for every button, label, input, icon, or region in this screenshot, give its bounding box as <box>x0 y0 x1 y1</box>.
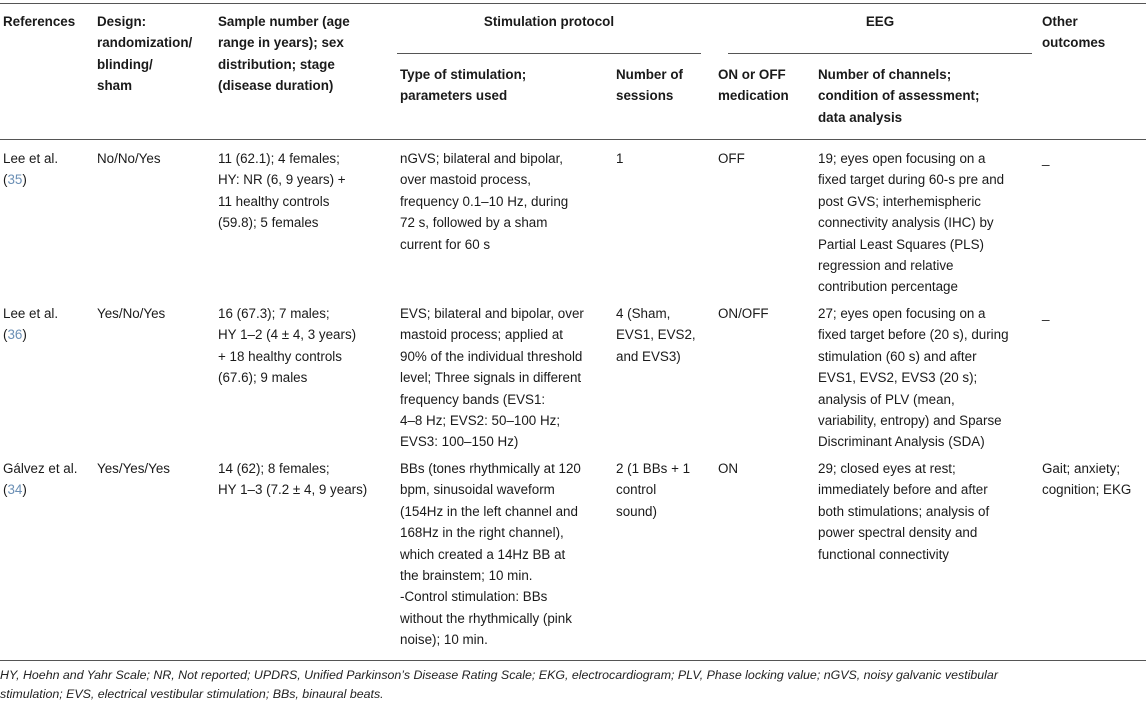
citation-link[interactable]: 34 <box>7 482 23 498</box>
table-row-2-reference: Lee et al. (36) <box>3 306 59 343</box>
header-sample: Sample number (age range in years); sex distribution; stage (disease duration) <box>218 14 350 94</box>
top-rule <box>0 3 1146 4</box>
table-row-2-sample: 16 (67.3); 7 males; HY 1–2 (4 ± 4, 3 years) + 18 healthy controls (67.6); 9 males <box>218 306 357 386</box>
citation-link[interactable]: 36 <box>7 327 23 343</box>
table-row-2-stim-type: EVS; bilateral and bipolar, over mastoid process; applied at 90% of the individual threshold level; Three signals in different frequency bands (EVS1: 4–8 Hz; EVS2: 50–100 Hz; EVS3: 100–150 Hz) <box>400 306 584 450</box>
header-design: Design: randomization/ blinding/ sham <box>97 14 193 94</box>
table-row-1-reference: Lee et al. (35) <box>3 151 59 188</box>
header-stim-type: Type of stimulation; parameters used <box>400 67 527 104</box>
header-rule <box>0 139 1146 140</box>
table-row-1-sessions: 1 <box>616 151 624 166</box>
stimulation-group-rule <box>397 53 701 54</box>
table-row-3-sessions: 2 (1 BBs + 1 control sound) <box>616 461 691 519</box>
table-row-3-eeg: 29; closed eyes at rest; immediately before and after both stimulations; analysis of power spectral density and functional connectivity <box>818 461 990 562</box>
citation-link[interactable]: 35 <box>7 172 23 188</box>
table-row-3-design: Yes/Yes/Yes <box>97 461 170 476</box>
table-row-1-medication: OFF <box>718 151 745 166</box>
table-row-3-sample: 14 (62); 8 females; HY 1–3 (7.2 ± 4, 9 years) <box>218 461 368 498</box>
table-row-2-other: _ <box>1042 306 1050 321</box>
table-row-1-other: _ <box>1042 151 1050 166</box>
table-row-1-stim-type: nGVS; bilateral and bipolar, over mastoid process, frequency 0.1–10 Hz, during 72 s, followed by a sham current for 60 s <box>400 151 569 252</box>
header-references: References <box>3 14 76 29</box>
table-row-3-reference: Gálvez et al. (34) <box>3 461 78 498</box>
header-eeg-channels: Number of channels; condition of assessment; data analysis <box>818 67 980 125</box>
header-sessions: Number of sessions <box>616 67 683 104</box>
table-row-2-sessions: 4 (Sham, EVS1, EVS2, and EVS3) <box>616 306 696 364</box>
table-footnote: HY, Hoehn and Yahr Scale; NR, Not reported; UPDRS, Unified Parkinson’s Disease Rating Scale; EKG, electrocardiogram; PLV, Phase locking value; nGVS, noisy galvanic vestibular stimulation; EVS, electrical vestibular stimulation; BBs, binaural beats. <box>0 668 998 701</box>
header-stimulation-protocol: Stimulation protocol <box>483 14 615 29</box>
table-row-1-design: No/No/Yes <box>97 151 161 166</box>
table-row-1-eeg: 19; eyes open focusing on a fixed target during 60-s pre and post GVS; interhemispheric connectivity analysis (IHC) by Partial Least Squares (PLS) regression and relative contribution percentage <box>818 151 1005 295</box>
eeg-group-rule <box>728 53 1032 54</box>
table-row-2-eeg: 27; eyes open focusing on a fixed target before (20 s), during stimulation (60 s) and after EVS1, EVS2, EVS3 (20 s); analysis of PLV (mean, variability, entropy) and Sparse Discriminant Analysis (SDA) <box>818 306 1009 450</box>
header-other-outcomes: Other outcomes <box>1042 14 1106 51</box>
table-row-2-medication: ON/OFF <box>718 306 769 321</box>
table-row-3-stim-type: BBs (tones rhythmically at 120 bpm, sinusoidal waveform (154Hz in the left channel and 168Hz in the right channel), which created a 14Hz BB at the brainstem; 10 min. -Control stimulation: BBs without the rhythmically (pink noise); 10 min. <box>400 461 581 648</box>
bottom-rule <box>0 660 1146 661</box>
header-eeg: EEG <box>865 14 895 29</box>
table-row-3-other: Gait; anxiety; cognition; EKG <box>1042 461 1132 498</box>
header-medication: ON or OFF medication <box>718 67 789 104</box>
table-row-3-medication: ON <box>718 461 739 476</box>
table-row-1-sample: 11 (62.1); 4 females; HY: NR (6, 9 years) + 11 healthy controls (59.8); 5 females <box>218 151 346 231</box>
table-row-2-design: Yes/No/Yes <box>97 306 166 321</box>
